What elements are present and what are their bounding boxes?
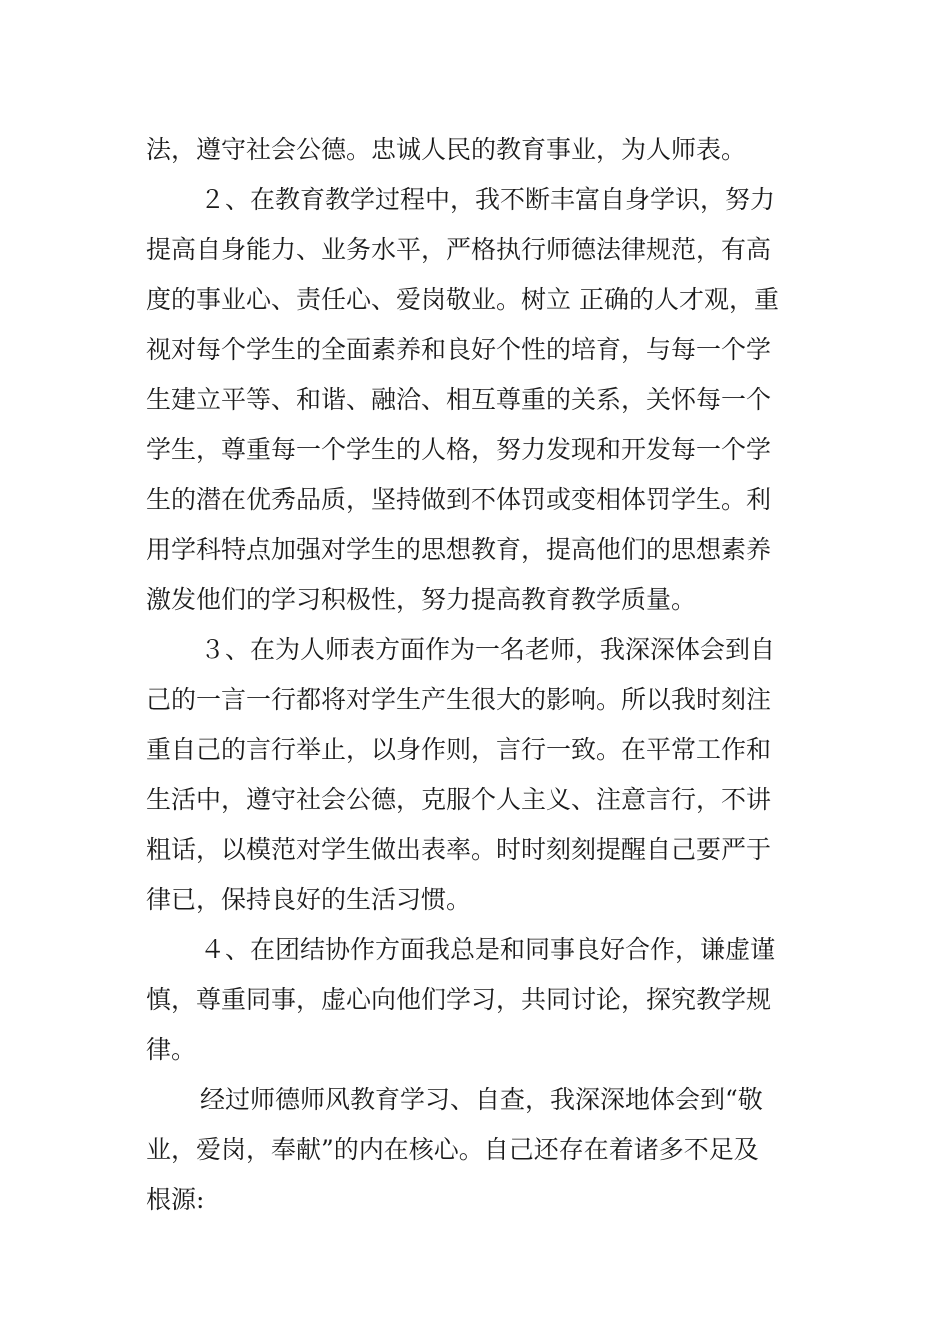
text-line: 学生，尊重每一个学生的人格，努力发现和开发每一个学 — [146, 435, 772, 464]
text-line: 激发他们的学习积极性，努力提高教育教学质量。 — [146, 585, 697, 614]
text-line: 法，遵守社会公德。忠诚人民的教育事业，为人师表。 — [146, 135, 747, 164]
text-line: 经过师德师风教育学习、自查，我深深地体会到“敬 — [200, 1085, 763, 1114]
text-line: 律已，保持良好的生活习惯。 — [146, 885, 472, 914]
text-line: ２、在教育教学过程中，我不断丰富自身学识，努力 — [200, 185, 776, 214]
text-line: ４、在团结协作方面我总是和同事良好合作，谦虚谨 — [200, 935, 776, 964]
text-line: 生的潜在优秀品质，坚持做到不体罚或变相体罚学生。利 — [146, 485, 772, 514]
text-line: 律。 — [146, 1035, 197, 1064]
text-line: 粗话，以模范对学生做出表率。时时刻刻提醒自己要严于 — [146, 835, 772, 864]
text-line: 己的一言一行都将对学生产生很大的影响。所以我时刻注 — [146, 685, 772, 714]
text-line: 提高自身能力、业务水平，严格执行师德法律规范，有高 — [146, 235, 772, 264]
text-line: 视对每个学生的全面素养和良好个性的培育，与每一个学 — [146, 335, 772, 364]
text-line: 生活中，遵守社会公德，克服个人主义、注意言行，不讲 — [146, 785, 772, 814]
text-line: 重自己的言行举止，以身作则，言行一致。在平常工作和 — [146, 735, 772, 764]
text-line: 度的事业心、责任心、爱岗敬业。树立 正确的人才观，重 — [146, 285, 779, 314]
text-line: ３、在为人师表方面作为一名老师，我深深体会到自 — [200, 635, 776, 664]
text-line: 生建立平等、和谐、融洽、相互尊重的关系，关怀每一个 — [146, 385, 772, 414]
text-line: 根源: — [146, 1185, 205, 1214]
text-line: 业，爱岗，奉献”的内在核心。自己还存在着诸多不足及 — [146, 1135, 759, 1164]
text-line: 慎，尊重同事，虚心向他们学习，共同讨论，探究教学规 — [146, 985, 772, 1014]
text-line: 用学科特点加强对学生的思想教育，提高他们的思想素养 — [146, 535, 772, 564]
